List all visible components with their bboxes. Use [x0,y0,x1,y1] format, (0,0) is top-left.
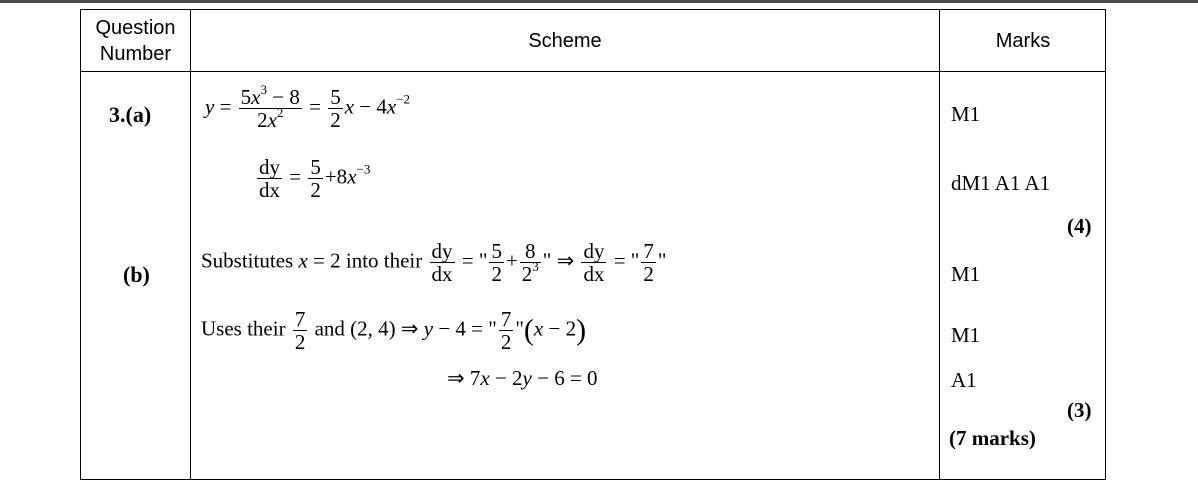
header-marks: Marks [995,30,1051,52]
part-a-mark-m1: M1 [951,102,981,126]
part-b-line2-text: Uses their [201,316,286,341]
window-top-bar [0,0,1198,3]
part-a-equation-2: $\frac{dy}{dx}$ = $\frac{5}{2}$ $+8x^{-3}$ [259,155,371,202]
mark-scheme-table [80,9,1106,480]
part-b-line1-mid: into their [345,248,423,273]
part-b-line-2: Uses their $\frac{7}{2}$ and (2, 4) ⇒ y − 4 = " $\frac{7}{2}$ "(x − 2) [201,307,587,354]
part-b-mark-a1: A1 [951,368,977,392]
header-question-number [81,15,190,67]
part-b-line-1: Substitutes x = 2 into their $\frac{dy}{dx}$ = " $\frac{5}{2}$ + $\frac{8}{2^3}$ " ⇒ $\frac{dy}{dx}$ = " $\frac{7}{2}$ " [201,239,667,286]
part-b-subtotal: (3) [1067,398,1092,422]
header-divider [81,71,1105,72]
part-b-line-3: ⇒ 7x − 2y − 6 = 0 [447,366,598,390]
part-b-label: (b) [123,262,150,287]
part-b-mark-m1-second: M1 [951,323,981,347]
part-b-line1-text: Substitutes [201,248,294,273]
part-a-label: 3.(a) [109,102,152,127]
column-divider-2 [939,10,940,479]
header-question-line2: Number [99,43,172,65]
column-divider-1 [190,10,191,479]
part-a-mark-dm1-a1-a1: dM1 A1 A1 [951,171,1051,195]
header-scheme: Scheme [528,30,602,52]
part-b-line2-mid: and (2, 4) [314,316,396,341]
part-a-equation-1: y = $\frac{5x^3 - 8}{2x^2}$ = $\frac{5}{2}$ $x - 4x^{-2}$ [205,82,411,132]
total-marks: (7 marks) [949,426,1036,450]
part-a-subtotal: (4) [1067,214,1092,238]
part-b-mark-m1-first: M1 [951,262,981,286]
header-question-line1: Question [95,17,176,39]
